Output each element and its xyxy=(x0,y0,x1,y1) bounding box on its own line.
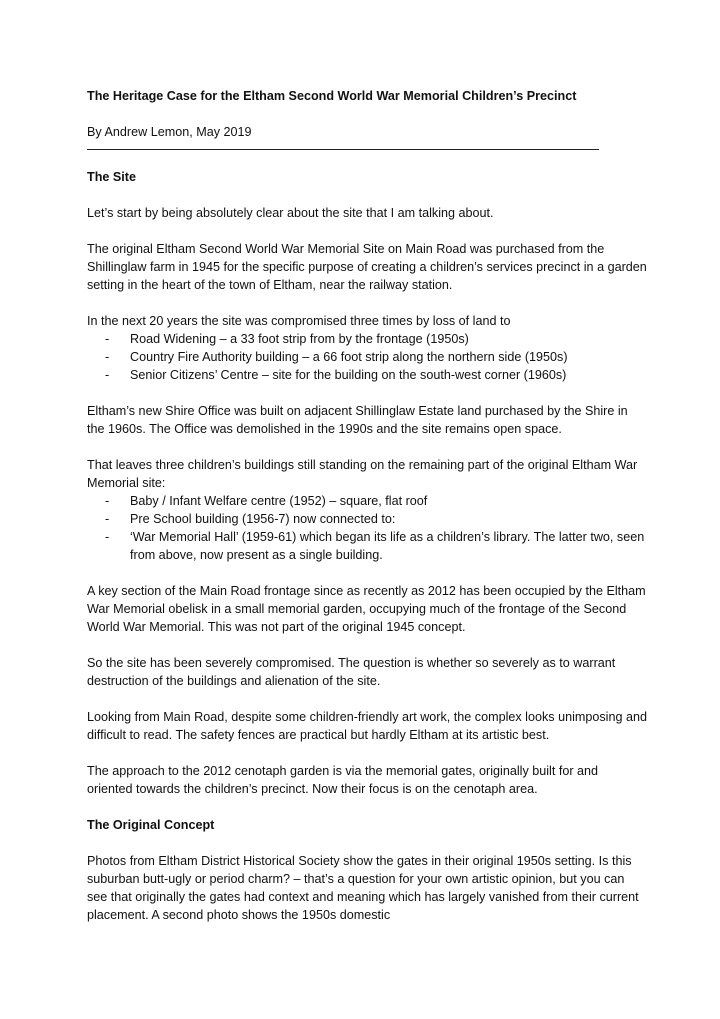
paragraph: Eltham’s new Shire Office was built on adjacent Shillinglaw Estate land purchased by the Shire in the 1960s. The Office was demolished in the 1990s and the site remains open space. xyxy=(87,404,628,436)
title-divider xyxy=(87,149,599,150)
paragraph: Photos from Eltham District Historical Society show the gates in their original 1950s setting. Is this suburban butt-ugly or period charm? – that’s a question for your own artistic opinion, but you can see that originally the gates had context and meaning which has largely vanished from their current placement. A second photo shows the 1950s domestic xyxy=(87,854,639,922)
dash-bullet: - xyxy=(105,494,110,508)
paragraph: The original Eltham Second World War Memorial Site on Main Road was purchased from the Shillinglaw farm in 1945 for the specific purpose of creating a children’s services precinct in a garden setting in the heart of the town of Eltham, near the railway station. xyxy=(87,242,647,292)
list-item: - Pre School building (1956-7) now connected to: xyxy=(105,512,396,526)
dash-bullet: - xyxy=(105,530,110,544)
list-item: - Baby / Infant Welfare centre (1952) – square, flat roof xyxy=(105,494,428,508)
paragraph: Let’s start by being absolutely clear about the site that I am talking about. xyxy=(87,206,494,220)
document-page xyxy=(87,87,647,924)
section-heading-site: The Site xyxy=(87,170,136,184)
dash-bullet: - xyxy=(105,332,110,346)
list-item: - ‘War Memorial Hall’ (1959-61) which began its life as a children’s library. The latter two, seen from above, now present as a single building. xyxy=(105,530,645,562)
buildings-list xyxy=(87,492,647,564)
list-item: - Road Widening – a 33 foot strip from by the frontage (1950s) xyxy=(105,332,469,346)
paragraph: So the site has been severely compromised. The question is whether so severely as to warrant destruction of the buildings and alienation of the site. xyxy=(87,656,616,688)
list-item: - Senior Citizens’ Centre – site for the building on the south-west corner (1960s) xyxy=(105,368,567,382)
paragraph: A key section of the Main Road frontage since as recently as 2012 has been occupied by the Eltham War Memorial obelisk in a small memorial garden, occupying much of the frontage of the Second World War Memorial. This was not part of the original 1945 concept. xyxy=(87,584,646,634)
list-item: - Country Fire Authority building – a 66 foot strip along the northern side (1950s) xyxy=(105,350,568,364)
paragraph: The approach to the 2012 cenotaph garden is via the memorial gates, originally built for and oriented towards the children’s precinct. Now their focus is on the cenotaph area. xyxy=(87,764,599,796)
paragraph: Looking from Main Road, despite some children-friendly art work, the complex looks unimposing and difficult to read. The safety fences are practical but hardly Eltham at its artistic best. xyxy=(87,710,647,742)
land-loss-list xyxy=(87,330,647,384)
dash-bullet: - xyxy=(105,350,110,364)
section-heading-original-concept: The Original Concept xyxy=(87,818,215,832)
document-title: The Heritage Case for the Eltham Second World War Memorial Children’s Precinct xyxy=(87,89,577,103)
paragraph: In the next 20 years the site was compromised three times by loss of land to xyxy=(87,314,511,328)
dash-bullet: - xyxy=(105,368,110,382)
dash-bullet: - xyxy=(105,512,110,526)
paragraph: That leaves three children’s buildings still standing on the remaining part of the original Eltham War Memorial site: xyxy=(87,458,638,490)
document-byline: By Andrew Lemon, May 2019 xyxy=(87,125,252,139)
